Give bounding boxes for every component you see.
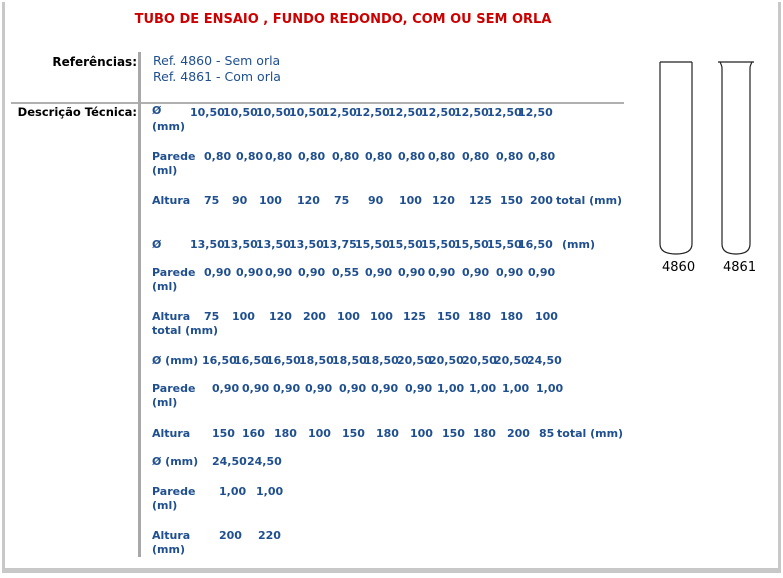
spec-value: 0,90 <box>305 382 333 395</box>
spec-value: 0,90 <box>398 266 426 279</box>
spec-value: 16,50 <box>202 354 237 367</box>
spec-value: 0,90 <box>236 266 264 279</box>
spec-value: 0,90 <box>265 266 293 279</box>
spec-value: 1,00 <box>437 382 465 395</box>
spec-value: 15,50 <box>421 238 456 251</box>
spec-value: 150 <box>437 310 460 323</box>
spec-value: 10,50 <box>223 106 258 119</box>
spec-row-key: Ø (mm) <box>152 354 199 367</box>
spec-row-unit: total (mm) <box>152 324 219 337</box>
spec-value: 18,50 <box>364 354 399 367</box>
spec-value: 18,50 <box>299 354 334 367</box>
referencia-4860: Ref. 4860 - Sem orla <box>153 53 281 68</box>
spec-value: 16,50 <box>266 354 301 367</box>
spec-value: 24,50 <box>212 455 247 468</box>
spec-value: 12,50 <box>322 106 357 119</box>
spec-value: 100 <box>535 310 558 323</box>
spec-value: 0,90 <box>298 266 326 279</box>
spec-value: 0,80 <box>236 150 264 163</box>
divider-vertical <box>138 52 141 557</box>
spec-value: 16,50 <box>234 354 269 367</box>
spec-value: 160 <box>242 427 265 440</box>
spec-row-unit: (mm) <box>152 120 185 133</box>
spec-value: 1,00 <box>256 485 284 498</box>
spec-value: 13,50 <box>289 238 324 251</box>
spec-value: 90 <box>232 194 248 207</box>
spec-value: 0,80 <box>462 150 490 163</box>
spec-row-key: Parede <box>152 266 196 279</box>
spec-row-unit: (ml) <box>152 396 178 409</box>
referencias-label: Referências: <box>52 55 137 69</box>
descricao-label: Descrição Técnica: <box>17 105 137 119</box>
spec-row-key: Ø <box>152 104 162 117</box>
spec-value: 100 <box>337 310 360 323</box>
spec-row-key: Parede <box>152 150 196 163</box>
spec-row-key: Ø <box>152 238 162 251</box>
spec-value: 0,90 <box>339 382 367 395</box>
spec-value: 125 <box>403 310 426 323</box>
spec-value: 12,50 <box>421 106 456 119</box>
spec-value: 0,90 <box>462 266 490 279</box>
spec-value: 0,80 <box>398 150 426 163</box>
spec-value: 100 <box>370 310 393 323</box>
spec-value: 85 <box>539 427 555 440</box>
spec-value: 150 <box>212 427 235 440</box>
spec-value: 13,50 <box>256 238 291 251</box>
spec-value: 180 <box>468 310 491 323</box>
spec-row-unit: (mm) <box>152 543 185 556</box>
spec-value: 220 <box>258 529 281 542</box>
spec-value: 0,80 <box>298 150 326 163</box>
spec-value: 100 <box>259 194 282 207</box>
spec-value: 75 <box>204 310 220 323</box>
spec-value: 100 <box>232 310 255 323</box>
spec-value: 200 <box>507 427 530 440</box>
spec-row-key: Ø (mm) <box>152 455 199 468</box>
spec-row-key: Altura <box>152 310 191 323</box>
spec-value: 13,50 <box>190 238 225 251</box>
divider-horizontal <box>11 102 624 104</box>
spec-value: 180 <box>500 310 523 323</box>
spec-value: 100 <box>399 194 422 207</box>
spec-value: 15,50 <box>454 238 489 251</box>
spec-value: 12,50 <box>518 106 553 119</box>
spec-row-key: Parede <box>152 485 196 498</box>
spec-value: 120 <box>432 194 455 207</box>
spec-value: 75 <box>204 194 220 207</box>
spec-row-key: Altura <box>152 427 191 440</box>
spec-value: 18,50 <box>332 354 367 367</box>
spec-row-key: Parede <box>152 382 196 395</box>
spec-value: 0,90 <box>528 266 556 279</box>
spec-value: 16,50 <box>518 238 553 251</box>
spec-value: 0,90 <box>365 266 393 279</box>
spec-value: 120 <box>297 194 320 207</box>
spec-value: 90 <box>368 194 384 207</box>
spec-row-unit-tail: (mm) <box>562 238 595 251</box>
spec-value: 75 <box>334 194 350 207</box>
spec-value: 20,50 <box>397 354 432 367</box>
test-tubes-icon <box>650 56 770 286</box>
spec-value: 12,50 <box>487 106 522 119</box>
spec-value: 0,90 <box>405 382 433 395</box>
spec-value: 0,80 <box>528 150 556 163</box>
spec-row-unit-tail: total (mm) <box>557 427 624 440</box>
spec-value: 12,50 <box>355 106 390 119</box>
spec-value: 200 <box>530 194 553 207</box>
spec-value: 20,50 <box>462 354 497 367</box>
spec-value: 10,50 <box>256 106 291 119</box>
spec-row-unit: (ml) <box>152 164 178 177</box>
spec-value: 13,50 <box>223 238 258 251</box>
spec-value: 1,00 <box>219 485 247 498</box>
spec-value: 0,55 <box>332 266 360 279</box>
spec-value: 0,90 <box>371 382 399 395</box>
spec-value: 15,50 <box>388 238 423 251</box>
spec-value: 0,80 <box>428 150 456 163</box>
spec-value: 100 <box>410 427 433 440</box>
spec-value: 1,00 <box>502 382 530 395</box>
referencia-4861: Ref. 4861 - Com orla <box>153 69 281 84</box>
spec-value: 0,90 <box>273 382 301 395</box>
spec-row-unit: (ml) <box>152 499 178 512</box>
tube-label-4861: 4861 <box>723 260 757 275</box>
spec-value: 10,50 <box>289 106 324 119</box>
spec-value: 15,50 <box>487 238 522 251</box>
spec-value: 1,00 <box>469 382 497 395</box>
spec-row-unit-tail: total (mm) <box>556 194 623 207</box>
spec-value: 180 <box>376 427 399 440</box>
spec-value: 12,50 <box>454 106 489 119</box>
spec-row-unit: (ml) <box>152 280 178 293</box>
spec-value: 150 <box>342 427 365 440</box>
spec-value: 180 <box>473 427 496 440</box>
spec-value: 125 <box>469 194 492 207</box>
spec-row-key: Altura <box>152 529 191 542</box>
spec-value: 200 <box>219 529 242 542</box>
spec-value: 0,90 <box>204 266 232 279</box>
spec-value: 20,50 <box>429 354 464 367</box>
spec-value: 0,80 <box>332 150 360 163</box>
spec-value: 1,00 <box>536 382 564 395</box>
spec-value: 13,75 <box>322 238 357 251</box>
tube-label-4860: 4860 <box>662 260 696 275</box>
spec-value: 10,50 <box>190 106 225 119</box>
spec-value: 24,50 <box>527 354 562 367</box>
spec-value: 0,90 <box>496 266 524 279</box>
spec-value: 0,90 <box>212 382 240 395</box>
spec-value: 150 <box>500 194 523 207</box>
spec-value: 180 <box>274 427 297 440</box>
spec-value: 0,80 <box>204 150 232 163</box>
spec-value: 15,50 <box>355 238 390 251</box>
page-title: TUBO DE ENSAIO , FUNDO REDONDO, COM OU SEM ORLA <box>134 12 552 27</box>
spec-value: 12,50 <box>388 106 423 119</box>
spec-row-key: Altura <box>152 194 191 207</box>
spec-value: 20,50 <box>494 354 529 367</box>
spec-value: 0,90 <box>242 382 270 395</box>
spec-value: 24,50 <box>247 455 282 468</box>
referencias-list <box>153 53 281 85</box>
spec-value: 0,80 <box>265 150 293 163</box>
spec-value: 120 <box>269 310 292 323</box>
spec-value: 100 <box>308 427 331 440</box>
spec-value: 0,90 <box>428 266 456 279</box>
spec-value: 150 <box>442 427 465 440</box>
spec-value: 200 <box>303 310 326 323</box>
spec-value: 0,80 <box>365 150 393 163</box>
spec-value: 0,80 <box>496 150 524 163</box>
tube-illustration <box>650 56 770 286</box>
